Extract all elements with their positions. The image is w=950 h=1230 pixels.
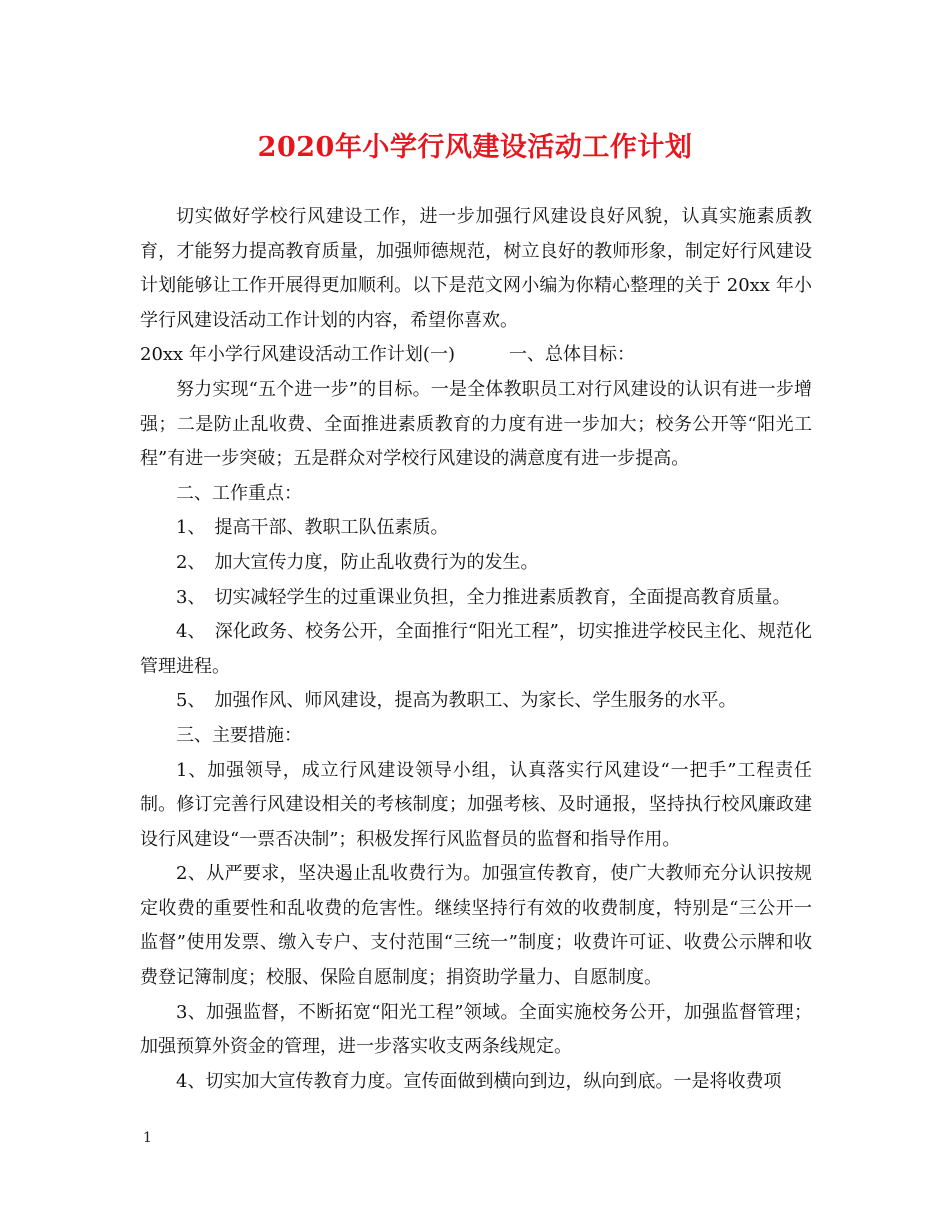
focus-item: 1、 提高干部、教职工队伍素质。 <box>176 517 449 539</box>
measure-paragraph: 2、从严要求，坚决遏止乱收费行为。加强宣传教育，使广大教师充分认识按规定收费的重要性和乱收费的危害性。继续坚持行有效的收费制度，特别是“三公开一监督”使用发票、缴入专户、支付范围“三统一”制度；收费许可证、收费公示牌和收费登记簿制度；校服、保险自愿制度；捐资助学量力、自愿制度。 <box>140 863 812 989</box>
page-number: 1 <box>143 1130 152 1146</box>
document-body <box>140 200 812 1099</box>
section-heading-focus: 二、工作重点： <box>176 482 302 504</box>
measure-paragraph: 1、加强领导，成立行风建设领导小组，认真落实行风建设“一把手”工程责任制。修订完善行风建设相关的考核制度；加强考核、及时通报，坚持执行校风廉政建设行风建设“一票否决制”；积极发挥行风监督员的监督和指导作用。 <box>140 759 812 850</box>
plan-heading-line: 20xx 年小学行风建设活动工作计划(一) 一、总体目标： <box>140 344 635 366</box>
measure-paragraph: 3、加强监督，不断拓宽“阳光工程”领域。全面实施校务公开，加强监督管理；加强预算外资金的管理，进一步落实收支两条线规定。 <box>140 1001 812 1058</box>
measure-paragraph: 4、切实加大宣传教育力度。宣传面做到横向到边，纵向到底。一是将收费项 <box>176 1070 782 1092</box>
intro-paragraph: 切实做好学校行风建设工作，进一步加强行风建设良好风貌，认真实施素质教育，才能努力提高教育质量，加强师德规范，树立良好的教师形象，制定好行风建设计划能够让工作开展得更加顺利。以下是范文网小编为你精心整理的关于 20xx 年小学行风建设活动工作计划的内容，希望你喜欢。 <box>140 206 812 331</box>
document-title: 2020年小学行风建设活动工作计划 <box>257 132 693 163</box>
focus-item: 3、 切实减轻学生的过重课业负担，全力推进素质教育，全面提高教育质量。 <box>176 586 791 608</box>
focus-item: 4、 深化政务、校务公开，全面推行“阳光工程”，切实推进学校民主化、规范化管理进程。 <box>140 621 812 677</box>
focus-item: 2、 加大宣传力度，防止乱收费行为的发生。 <box>176 551 539 573</box>
section-heading-measures: 三、主要措施： <box>176 724 302 746</box>
focus-item: 5、 加强作风、师风建设，提高为教职工、为家长、学生服务的水平。 <box>176 690 737 712</box>
goals-paragraph: 努力实现“五个进一步”的目标。一是全体教职员工对行风建设的认识有进一步增强；二是防止乱收费、全面推进素质教育的力度有进一步加大；校务公开等“阳光工程”有进一步突破；五是群众对学校行风建设的满意度有进一步提高。 <box>140 378 812 470</box>
